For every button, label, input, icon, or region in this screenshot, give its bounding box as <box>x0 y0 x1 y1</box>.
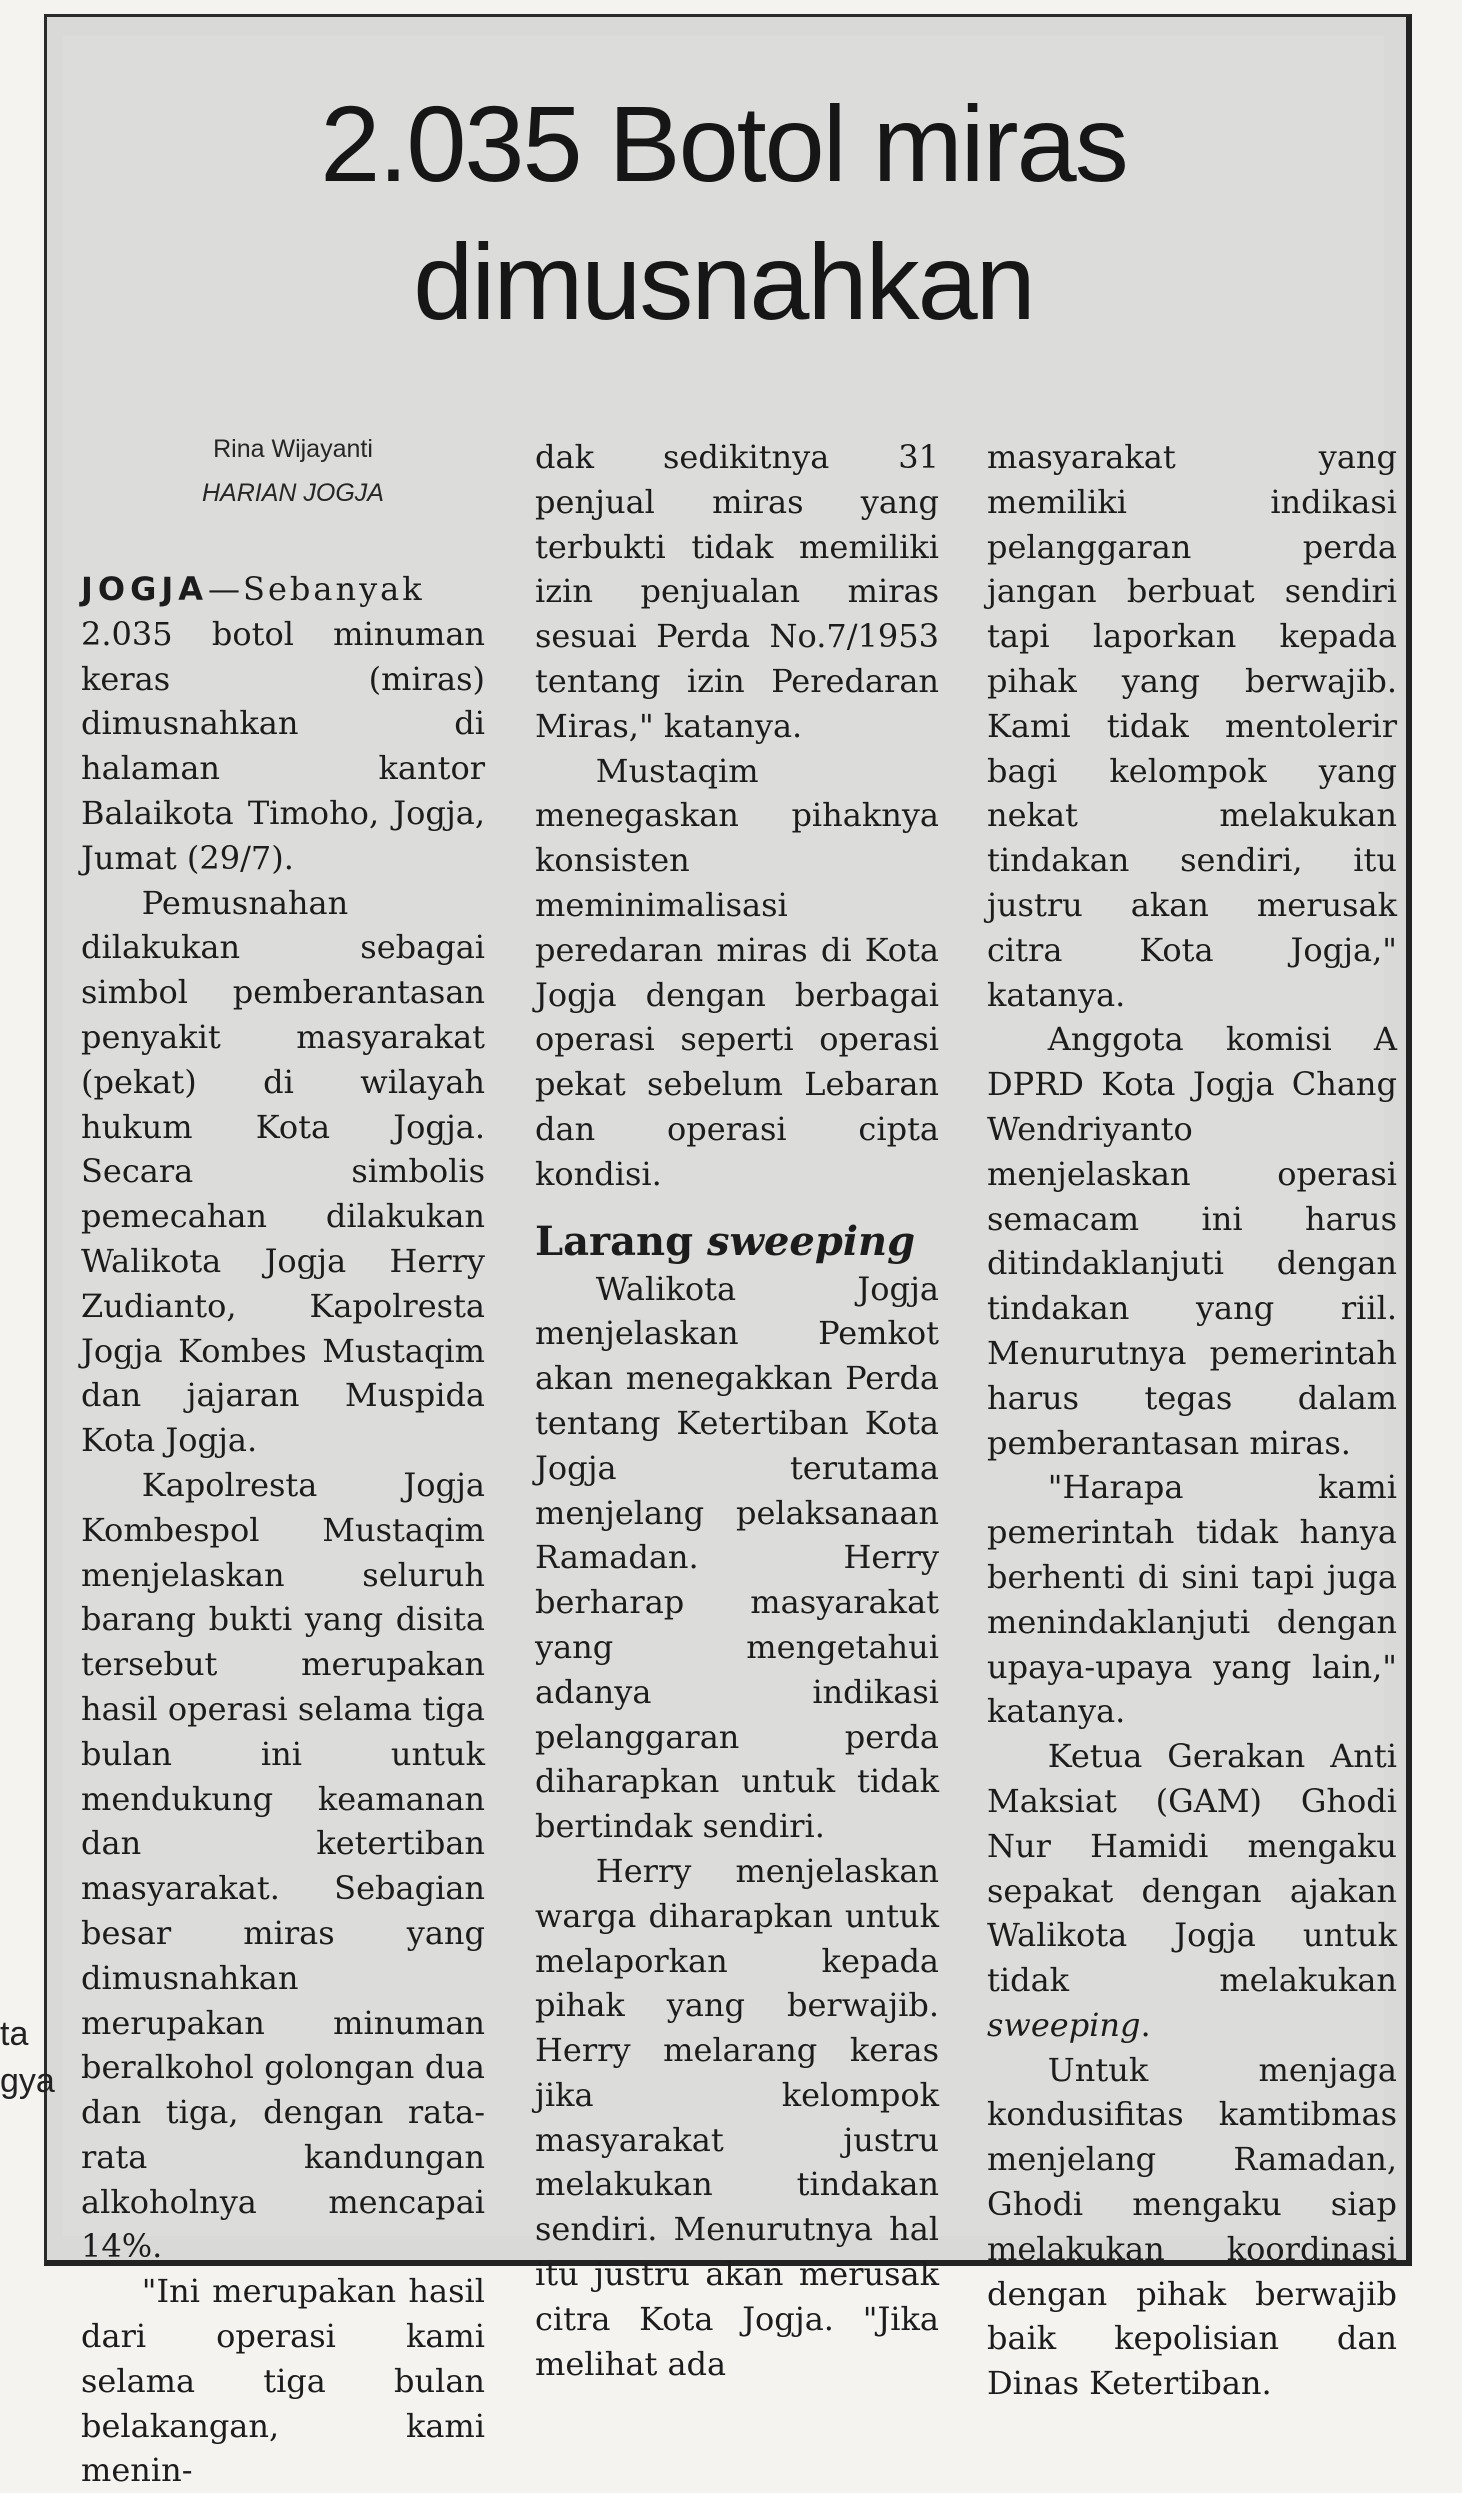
paragraph: Untuk menjaga kondusifitas kamtibmas menjelang Ramadan, Ghodi mengaku siap melakukan koordinasi dengan pihak berwajib baik kepolisian dan Dinas Ketertiban. <box>987 2050 1397 2403</box>
newspaper-clipping <box>44 14 1412 2490</box>
italic-term: sweeping <box>987 2005 1141 2044</box>
paragraph-end: . <box>1140 2005 1151 2044</box>
subheading <box>535 1217 939 1267</box>
article-column-1 <box>81 567 485 2493</box>
headline-line-1: 2.035 Botol miras <box>320 83 1127 204</box>
paragraph: "Ini merupakan hasil dari operasi kami selama tiga bulan belakangan, kami menin- <box>81 2272 485 2490</box>
article-column-3 <box>987 435 1397 2406</box>
dateline-place: JOGJA <box>81 570 209 608</box>
byline-publication: HARIAN JOGJA <box>202 479 384 507</box>
paragraph: Anggota komisi A DPRD Kota Jogja Chang Wendriyanto menjelaskan operasi semacam ini harus ditindaklanjuti dengan tindakan yang riil. Menurutnya pemerintah harus tegas dalam pemberantasan miras. <box>987 1020 1397 1462</box>
article-paper <box>63 35 1397 2490</box>
headline <box>63 75 1384 351</box>
dateline-lead: —Sebanyak <box>208 570 425 608</box>
paragraph: Walikota Jogja menjelaskan Pemkot akan menegakkan Perda tentang Ketertiban Kota Jogja terutama menjelang pelaksanaan Ramadan. Herry berharap masyarakat yang mengetahui adanya indikasi pelanggaran perda diharapkan untuk tidak bertindak sendiri. <box>535 1269 939 1846</box>
paragraph: Kapolresta Jogja Kombespol Mustaqim menjelaskan seluruh barang bukti yang disita tersebut merupakan hasil operasi selama tiga bulan ini untuk mendukung keamanan dan ketertiban masyarakat. Sebagian besar miras yang dimusnahkan merupakan minuman beralkohol golongan dua dan tiga, dengan rata-rata kandungan alkoholnya mencapai 14%. <box>81 1465 485 2266</box>
article-column-2 <box>535 435 939 2386</box>
subheading-italic: sweeping <box>707 1217 916 1265</box>
paragraph: "Harapa kami pemerintah tidak hanya berhenti di sini tapi juga menindaklanjuti dengan upaya-upaya yang lain," katanya. <box>987 1468 1397 1731</box>
paragraph-text: 2.035 botol minuman keras (miras) dimusnahkan di halaman kantor Balaikota Timoho, Jogja, Jumat (29/7). <box>81 614 485 877</box>
paragraph-text: Ketua Gerakan Anti Maksiat (GAM) Ghodi Nur Hamidi mengaku sepakat dengan ajakan Walikota Jogja untuk tidak melakukan <box>987 1737 1397 2000</box>
margin-fragment: ta <box>0 2015 29 2053</box>
paragraph <box>81 567 485 881</box>
byline <box>93 427 493 515</box>
paragraph: dak sedikitnya 31 penjual miras yang terbukti tidak memiliki izin penjualan miras sesuai Perda No.7/1953 tentang izin Peredaran Miras," katanya. <box>535 438 939 745</box>
subheading-plain: Larang <box>535 1217 708 1265</box>
margin-fragment: gya <box>0 2062 55 2100</box>
paragraph: Mustaqim menegaskan pihaknya konsisten meminimalisasi peredaran miras di Kota Jogja dengan berbagai operasi seperti operasi pekat sebelum Lebaran dan operasi cipta kondisi. <box>535 751 939 1193</box>
paragraph: masyarakat yang memiliki indikasi pelanggaran perda jangan berbuat sendiri tapi laporkan kepada pihak yang berwajib. Kami tidak mentolerir bagi kelompok yang nekat melakukan tindakan sendiri, itu justru akan merusak citra Kota Jogja," katanya. <box>987 438 1397 1014</box>
byline-author: Rina Wijayanti <box>213 435 373 463</box>
paragraph <box>987 1734 1397 2048</box>
paragraph: Herry menjelaskan warga diharapkan untuk melaporkan kepada pihak yang berwajib. Herry melarang keras jika kelompok masyarakat justru melakukan tindakan sendiri. Menurutnya hal itu justru akan merusak citra Kota Jogja. "Jika melihat ada <box>535 1851 939 2383</box>
paragraph: Pemusnahan dilakukan sebagai simbol pemberantasan penyakit masyarakat (pekat) di wilayah hukum Kota Jogja. Secara simbolis pemecahan dilakukan Walikota Jogja Herry Zudianto, Kapolresta Jogja Kombes Mustaqim dan jajaran Muspida Kota Jogja. <box>81 883 485 1460</box>
headline-line-2: dimusnahkan <box>413 221 1034 342</box>
